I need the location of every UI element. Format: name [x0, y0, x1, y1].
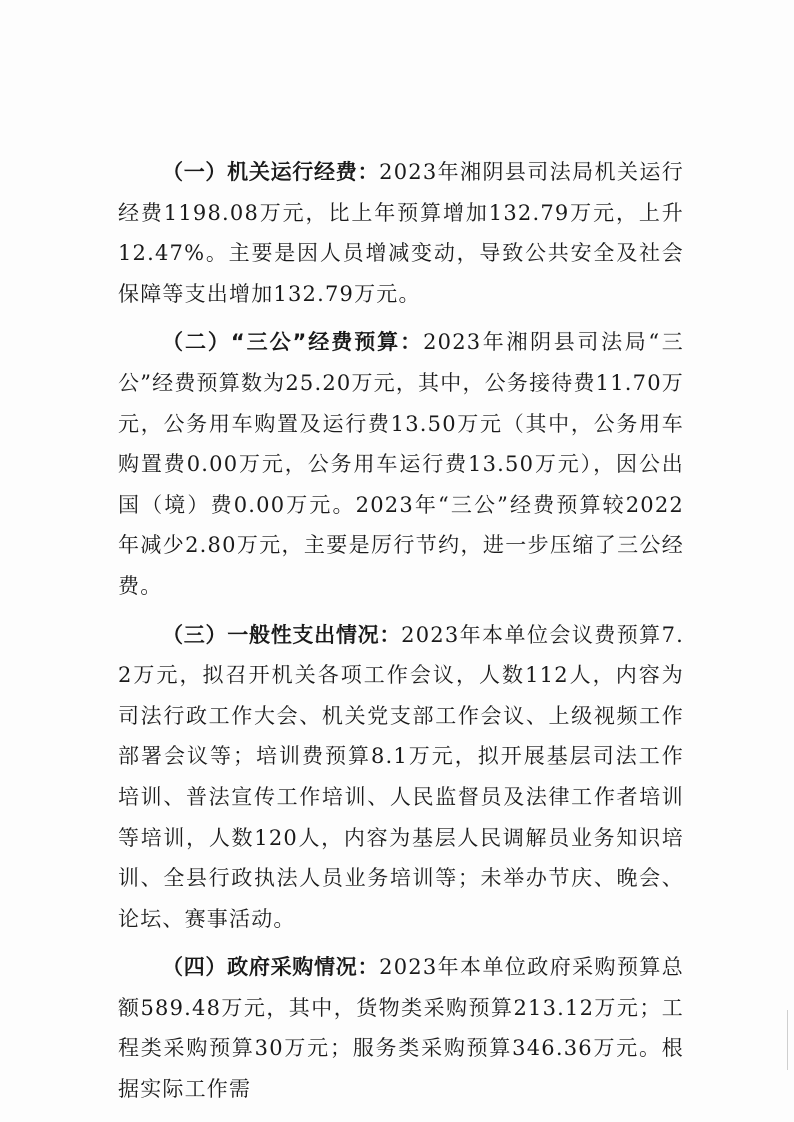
- section-heading: （二）“三公”经费预算：: [162, 330, 424, 355]
- section-text: 2023年湘阴县司法局“三公”经费预算数为25.20万元，其中，公务接待费11.70万元，公务用车购置及运行费13.50万元（其中，公务用车购置费0.00万元，公务用车运行费13.50万元），因公出国（境）费0.00万元。2023年“三公”经费预算较2022年减少2.80万元，主要是厉行节约，进一步压缩了三公经费。: [118, 330, 684, 598]
- section-text: 2023年本单位政府采购预算总额589.48万元，其中，货物类采购预算213.12万元；工程类采购预算30万元；服务类采购预算346.36万元。根据实际工作需: [118, 955, 684, 1102]
- section-text: 2023年湘阴县司法局机关运行经费1198.08万元，比上年预算增加132.79万元，上升12.47%。主要是因人员增减变动，导致公共安全及社会保障等支出增加132.79万元。: [118, 160, 684, 306]
- section-three-public-expenses: [118, 322, 684, 606]
- section-operating-expenses: [118, 152, 684, 314]
- scan-edge-mark: [787, 1010, 788, 1070]
- section-heading: （一）机关运行经费：: [162, 160, 380, 184]
- section-government-procurement: [118, 947, 684, 1109]
- section-heading: （三）一般性支出情况：: [162, 622, 402, 647]
- section-text: 2023年本单位会议费预算7.2万元，拟召开机关各项工作会议，人数112人，内容为司法行政工作大会、机关党支部工作会议、上级视频工作部署会议等；培训费预算8.1万元，拟开展基层司法工作培训、普法宣传工作培训、人民监督员及法律工作者培训等培训，人数120人，内容为基层人民调解员业务知识培训、全县行政执法人员业务培训等；未举办节庆、晚会、论坛、赛事活动。: [118, 622, 685, 931]
- document-body: [118, 152, 684, 1118]
- section-general-expenditure: [118, 615, 684, 940]
- section-heading: （四）政府采购情况：: [162, 955, 380, 980]
